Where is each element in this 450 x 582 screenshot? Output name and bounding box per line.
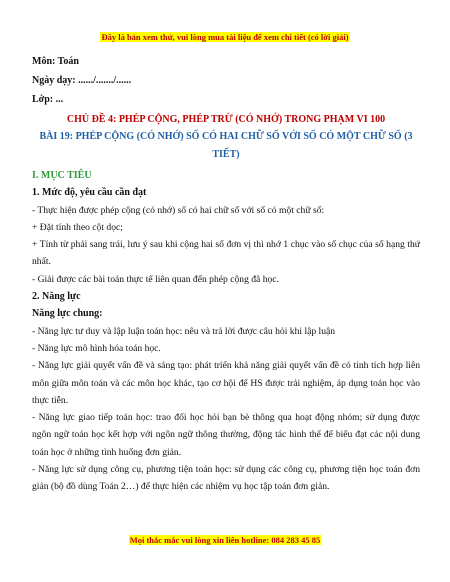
document-body [32,52,420,496]
lesson-title: BÀI 19: PHÉP CỘNG (CÓ NHỚ) SỐ CÓ HAI CHỮ SỐ VỚI SỐ CÓ MỘT CHỮ SỐ (3 TIẾT) [39,131,413,160]
hotline-banner-text: Mọi thắc mắc vui lòng xin liên hotline: 084 283 45 85 [129,535,321,545]
paragraph: - Năng lực mô hình hóa toán học. [32,342,161,354]
requirements-heading: 1. Mức độ, yêu cầu cần đạt [32,187,147,199]
paragraph: - Giải được các bài toán thực tế liên quan đến phép cộng đã học. [32,273,279,285]
paragraph: + Tính từ phải sang trái, lưu ý sau khi cộng hai số đơn vị thì nhớ 1 chục vào số chục của số hạng thứ nhất. [32,239,420,268]
preview-banner-text: Đây là bản xem thử, vui lòng mua tài liệu để xem chi tiết (có lời giải) [101,32,349,42]
subject-line: Môn: Toán [32,56,79,67]
topic-title: CHỦ ĐỀ 4: PHÉP CỘNG, PHÉP TRỪ (CÓ NHỚ) TRONG PHẠM VI 100 [66,114,386,125]
paragraph: - Năng lực giải quyết vấn đề và sáng tạo: phát triển khả năng giải quyết vấn đề có tính tích hợp liên môn giữa môn toán và các môn học khác, tạo cơ hội để HS được trải nghiệm, áp dụng toán học vào thực tiễn. [32,360,420,406]
date-line: Ngày dạy: ....../......./...... [32,75,132,86]
paragraph: - Năng lực giao tiếp toán học: trao đổi học hỏi bạn bè thông qua hoạt động nhóm; sử dụng được ngôn ngữ toán học kết hợp với ngôn ngữ thông thường, động tác hình thể để biểu đạt các nội dung toán học ở những tình huống đơn giản. [32,412,420,458]
paragraph: - Năng lực sử dụng công cụ, phương tiện toán học: sử dụng các công cụ, phương tiện học toán đơn giản (bộ đồ dùng Toán 2…) để thực hiện các nhiệm vụ học tập toán đơn giản. [32,464,420,493]
paragraph: - Thực hiện được phép cộng (có nhớ) số có hai chữ số với số có một chữ số: [32,204,325,216]
preview-banner [0,32,450,42]
competency-heading: 2. Năng lực [32,291,81,303]
paragraph: - Năng lực tư duy và lập luận toán học: nêu và trả lời được câu hỏi khi lập luận [32,325,336,337]
paragraph: + Đặt tính theo cột dọc; [32,221,123,233]
goals-heading: I. MỤC TIÊU [32,170,92,181]
hotline-banner [0,535,450,545]
class-line: Lớp: ... [32,94,64,105]
general-competency-heading: Năng lực chung: [32,308,103,320]
